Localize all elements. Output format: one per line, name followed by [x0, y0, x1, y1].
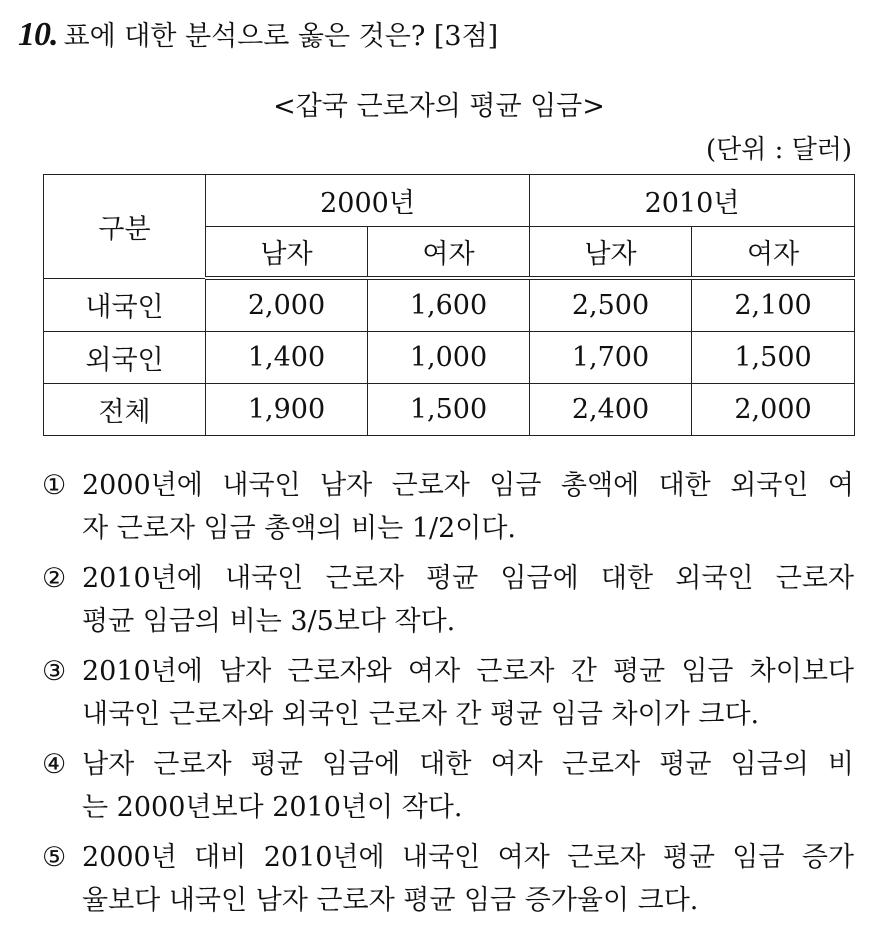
table-cell: 2,500 [530, 278, 692, 332]
option-line: 내국인 근로자와 외국인 근로자 간 평균 임금 차이가 크다. [82, 699, 760, 730]
table-cell: 1,500 [368, 384, 530, 436]
wage-table [43, 174, 855, 436]
option-text [82, 464, 854, 550]
question-stem: 표에 대한 분석으로 옳은 것은? [3점] [63, 21, 499, 52]
option-number: ③ [42, 656, 67, 687]
option-5[interactable] [42, 836, 854, 922]
option-line: 2010년에 남자 근로자와 여자 근로자 간 평균 임금 차이보다 [82, 656, 854, 687]
gender-header: 남자 [530, 227, 692, 279]
gender-header: 여자 [692, 227, 855, 279]
table-row [44, 384, 855, 436]
option-line: 자 근로자 임금 총액의 비는 1/2이다. [82, 513, 517, 544]
year-header-2010: 2010년 [530, 175, 855, 227]
option-text [82, 650, 854, 736]
year-header-2000: 2000년 [206, 175, 530, 227]
option-number: ① [42, 470, 67, 501]
table-cell: 2,100 [692, 278, 855, 332]
option-text [82, 743, 854, 829]
row-label: 전체 [44, 384, 206, 436]
option-line: 평균 임금의 비는 3/5보다 작다. [82, 606, 456, 637]
table-cell: 1,000 [368, 332, 530, 384]
question-number: 10. [18, 16, 58, 53]
question-header [18, 14, 498, 54]
option-text [82, 557, 854, 643]
option-line: 는 2000년보다 2010년이 작다. [82, 792, 463, 823]
gender-header: 남자 [206, 227, 368, 279]
table-cell: 1,700 [530, 332, 692, 384]
row-label: 내국인 [44, 278, 206, 332]
gender-header: 여자 [368, 227, 530, 279]
option-1[interactable] [42, 464, 854, 550]
table-header-row-years [44, 175, 855, 227]
answer-options [42, 464, 854, 929]
table-cell: 2,000 [692, 384, 855, 436]
option-line: 율보다 내국인 남자 근로자 평균 임금 증가율이 크다. [82, 885, 699, 916]
option-3[interactable] [42, 650, 854, 736]
option-line: 2000년 대비 2010년에 내국인 여자 근로자 평균 임금 증가 [82, 842, 854, 873]
table-cell: 1,600 [368, 278, 530, 332]
option-number: ② [42, 563, 67, 594]
option-2[interactable] [42, 557, 854, 643]
table-cell: 1,900 [206, 384, 368, 436]
table-cell: 2,000 [206, 278, 368, 332]
option-line: 남자 근로자 평균 임금에 대한 여자 근로자 평균 임금의 비 [82, 749, 854, 780]
option-4[interactable] [42, 743, 854, 829]
option-number: ④ [42, 749, 67, 780]
table-row [44, 332, 855, 384]
row-header-cell: 구분 [44, 175, 206, 279]
row-label: 외국인 [44, 332, 206, 384]
table-cell: 2,400 [530, 384, 692, 436]
table-row [44, 278, 855, 332]
option-number: ⑤ [42, 842, 67, 873]
option-line: 2000년에 내국인 남자 근로자 임금 총액에 대한 외국인 여 [82, 470, 854, 501]
table-title: <갑국 근로자의 평균 임금> [273, 91, 605, 122]
table-cell: 1,500 [692, 332, 855, 384]
option-line: 2010년에 내국인 근로자 평균 임금에 대한 외국인 근로자 [82, 563, 854, 594]
table-unit: (단위 : 달러) [705, 135, 852, 165]
table-cell: 1,400 [206, 332, 368, 384]
option-text [82, 836, 854, 922]
